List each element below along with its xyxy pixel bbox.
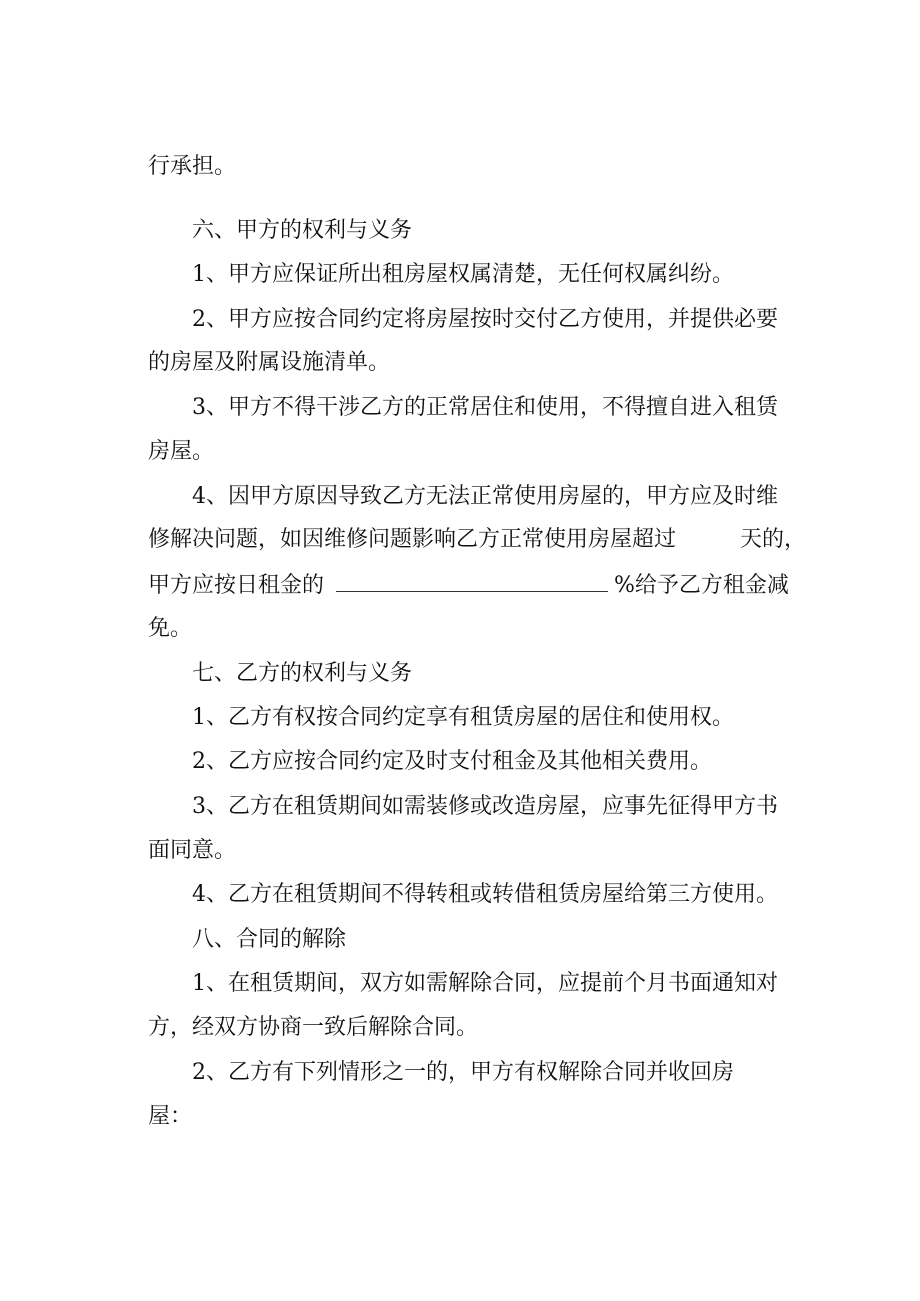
section6-item4-line2 (148, 525, 808, 555)
section6-item4-line1: 4、因甲方原因导致乙方无法正常使用房屋的，甲方应及时维 (192, 484, 778, 509)
section6-item3-line1: 3、甲方不得干涉乙方的正常居住和使用，不得擅自进入租赁 (192, 395, 778, 420)
section6-item2-line1: 2、甲方应按合同约定将房屋按时交付乙方使用，并提供必要 (192, 307, 778, 332)
section6-heading: 六、甲方的权利与义务 (192, 218, 413, 243)
section8-item2-line2: 屋： (148, 1104, 193, 1129)
section6-item4-line3-text: 甲方应按日租金的 (148, 573, 325, 598)
section6-item4-line3-suffix: %给予乙方租金减 (614, 573, 789, 598)
section7-heading: 七、乙方的权利与义务 (192, 661, 413, 686)
section6-item4-line2-text: 修解决问题，如因维修问题影响乙方正常使用房屋超过 (148, 527, 677, 552)
section7-item3-line2: 面同意。 (148, 838, 237, 863)
section8-heading: 八、合同的解除 (192, 927, 347, 952)
section8-item1-line1: 1、在租赁期间，双方如需解除合同，应提前个月书面通知对 (192, 971, 778, 996)
section7-item1: 1、乙方有权按合同约定享有租赁房屋的居住和使用权。 (192, 705, 734, 730)
section7-item4: 4、乙方在租赁期间不得转租或转借租赁房屋给第三方使用。 (192, 882, 778, 907)
section8-item2-line1: 2、乙方有下列情形之一的，甲方有权解除合同并收回房 (192, 1060, 734, 1085)
section8-item1-line2: 方，经双方协商一致后解除合同。 (148, 1015, 479, 1040)
section6-item3-line2: 房屋。 (148, 439, 215, 464)
section6-item4-line3 (148, 569, 808, 601)
percentage-blank-line (336, 569, 608, 592)
section7-item2: 2、乙方应按合同约定及时支付租金及其他相关费用。 (192, 749, 712, 774)
section6-item4-line2-suffix: 天的， (740, 527, 807, 552)
section6-item1: 1、甲方应保证所出租房屋权属清楚，无任何权属纠纷。 (192, 262, 734, 287)
section6-item2-line2: 的房屋及附属设施清单。 (148, 350, 391, 375)
section5-tail: 行承担。 (148, 154, 237, 179)
section7-item3-line1: 3、乙方在租赁期间如需装修或改造房屋，应事先征得甲方书 (192, 794, 778, 819)
section6-item4-line4: 免。 (148, 616, 193, 641)
